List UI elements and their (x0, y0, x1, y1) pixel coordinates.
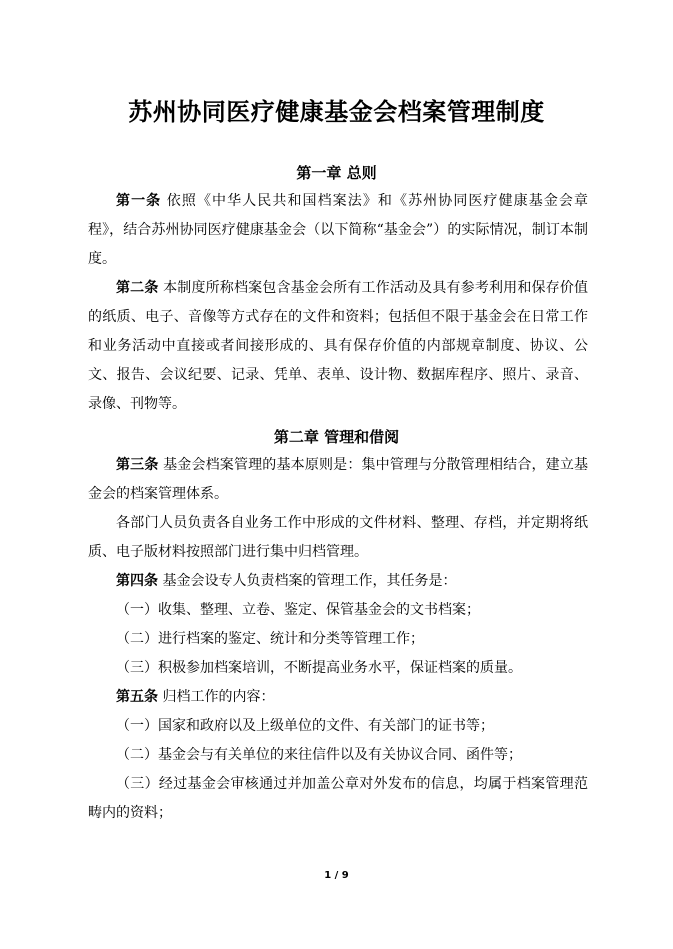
article-5-item-2: （二）基金会与有关单位的来往信件以及有关协议合同、函件等； (116, 747, 522, 763)
article-4-text: 基金会设专人负责档案的管理工作，其任务是： (158, 573, 457, 589)
article-5-item-1: （一）国家和政府以及上级单位的文件、有关部门的证书等； (116, 718, 494, 734)
article-4-item-3: （三）积极参加档案培训，不断提高业务水平，保证档案的质量。 (116, 660, 522, 676)
article-3 (88, 451, 588, 509)
article-4-item-2: （二）进行档案的鉴定、统计和分类等管理工作； (116, 631, 424, 647)
document-title: 苏州协同医疗健康基金会档案管理制度 (128, 98, 545, 126)
article-1 (88, 187, 588, 274)
article-5-text: 归档工作的内容： (158, 689, 275, 705)
article-5-label: 第五条 (116, 689, 158, 705)
article-1-text: 依照《中华人民共和国档案法》和《苏州协同医疗健康基金会章程》，结合苏州协同医疗健康基金会（以下简称“基金会”）的实际情况，制订本制度。 (88, 193, 588, 267)
article-2-label: 第二条 (116, 280, 159, 296)
chapter-2-heading: 第二章 管理和借阅 (273, 428, 400, 446)
article-2 (88, 274, 588, 419)
article-2-text: 本制度所称档案包含基金会所有工作活动及具有参考利用和保存价值的纸质、电子、音像等方式存在的文件和资料；包括但不限于基金会在日常工作和业务活动中直接或者间接形成的、具有保存价值的内部规章制度、协议、公文、报告、会议纪要、记录、凭单、表单、设计物、数据库程序、照片、录音、录像、刊物等。 (88, 280, 589, 412)
chapter-1-heading: 第一章 总则 (296, 164, 377, 182)
article-1-label: 第一条 (116, 193, 162, 209)
article-5 (88, 683, 588, 712)
article-4-item-1: （一）收集、整理、立卷、鉴定、保管基金会的文书档案； (116, 602, 480, 618)
article-4 (88, 567, 588, 596)
article-5-item-3: （三）经过基金会审核通过并加盖公章对外发布的信息，均属于档案管理范畴内的资料； (88, 776, 588, 821)
article-3-label: 第三条 (116, 457, 159, 473)
article-3-text: 基金会档案管理的基本原则是：集中管理与分散管理相结合，建立基金会的档案管理体系。 (88, 457, 589, 502)
article-3-paragraph-2: 各部门人员负责各自业务工作中形成的文件材料、整理、存档，并定期将纸质、电子版材料按照部门进行集中归档管理。 (88, 515, 588, 560)
article-4-label: 第四条 (116, 573, 158, 589)
page-indicator: 1 / 9 (324, 870, 349, 881)
